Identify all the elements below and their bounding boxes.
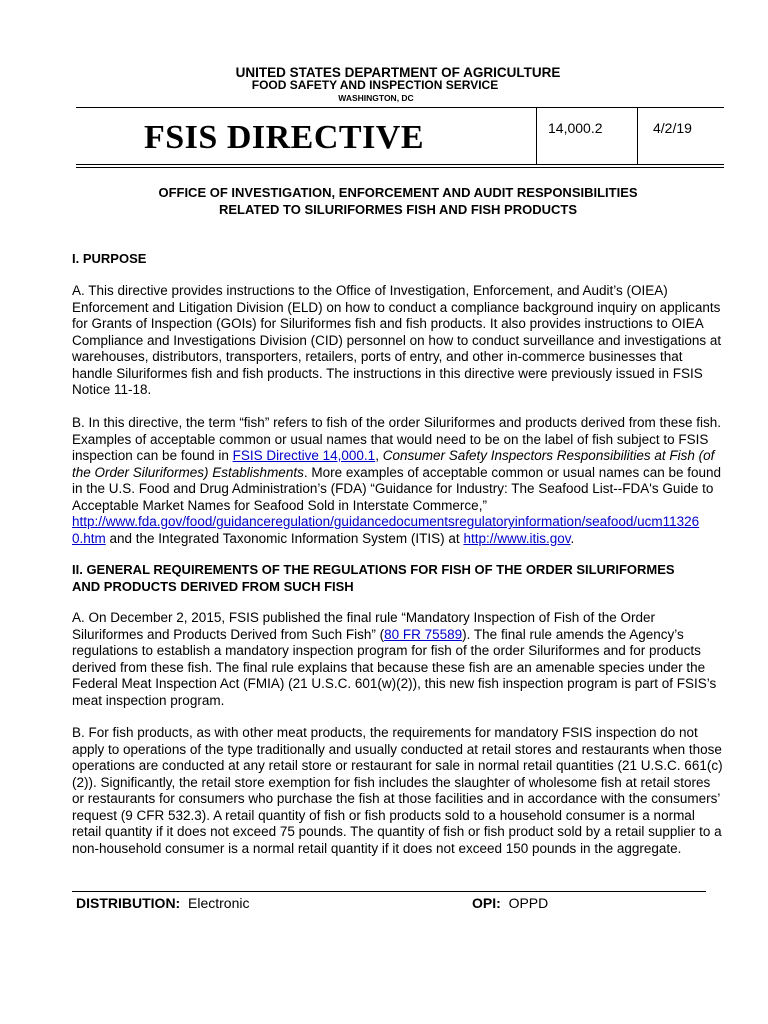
text-run: and the Integrated Taxonomic Information System (ITIS) at <box>105 530 464 546</box>
text-run: A. On December 2, 2015, FSIS published the final rule “Mandatory Inspection of Fish of the Order Siluriformes and Products Derived from Such Fish” ( <box>72 610 656 642</box>
opi-value: OPPD <box>508 895 549 911</box>
subject-line-1: OFFICE OF INVESTIGATION, ENFORCEMENT AND AUDIT RESPONSIBILITIES <box>158 185 638 200</box>
paragraph-1a: A. This directive provides instructions to the Office of Investigation, Enforcement, and Audit’s (OIEA) Enforcement and Litigation Division (ELD) on how to conduct a compliance background inquiry on applicants for Grants of Inspection (GOIs) for Siluriformes fish and fish products. It also provides instructions to OIEA Compliance and Investigations Division (CID) personnel on how to conduct surveillance and investigations at warehouses, distributors, transporters, retailers, ports of entry, and other in-commerce businesses that handle Siluriformes fish and fish products. The instructions in this directive were previously issued in FSIS Notice 11-18. <box>72 283 722 397</box>
title-bottom-rule <box>76 167 724 168</box>
opi <box>472 895 548 911</box>
text-run: , <box>375 448 383 463</box>
text-run: . More examples of acceptable common or usual names can be found in the U.S. Food and Drug Administration’s (FDA) “Guidance for Industry: The Seafood List--FDA's Guide to Acceptable Market Names for Seafood Sold in Interstate Commerce,” <box>72 464 722 513</box>
section-heading-purpose: I. PURPOSE <box>72 251 147 266</box>
location: WASHINGTON, DC <box>338 93 414 103</box>
link-fsis-directive[interactable]: FSIS Directive 14,000.1 <box>232 448 376 463</box>
paragraph-2b: B. For fish products, as with other meat products, the requirements for mandatory FSIS inspection do not apply to operations of the type traditionally and usually conducted at retail stores and restaurants when those operations are conducted at any retail store or restaurant for sale in normal retail quantities (21 U.S.C. 661(c)(2)). Significantly, the retail store exemption for fish includes the slaughter of wholesome fish at retail stores or restaurants for consumers who purchase the fish at those facilities and in accordance with the consumers’ request (9 CFR 532.3). A retail quantity of fish or fish products sold to a household consumer is a normal retail quantity if it does not exceed 75 pounds. The quantity of fish or fish product sold by a retail supplier to a non-household consumer is a normal retail quantity if it does not exceed 150 pounds in the aggregate. <box>72 725 723 856</box>
text-run: ). The final rule amends the Agency’s regulations to establish a mandatory inspection program for fish of the order Siluriformes and for products derived from these fish. The final rule explains that because these fish are an amenable species under the Federal Meat Inspection Act (FMIA) (21 U.S.C. 601(w)(2)), this new fish inspection program is part of FSIS’s meat inspection program. <box>72 626 717 708</box>
paragraph-1b <box>72 415 724 547</box>
directive-date: 4/2/19 <box>653 120 692 136</box>
agency-name: UNITED STATES DEPARTMENT OF AGRICULTURE <box>235 65 561 80</box>
directive-subject <box>0 184 768 218</box>
title-block <box>76 107 724 165</box>
distribution <box>76 895 249 911</box>
heading-line-1: II. GENERAL REQUIREMENTS OF THE REGULATIONS FOR FISH OF THE ORDER SILURIFORMES <box>72 562 675 577</box>
italic-title: Consumer Safety Inspectors Responsibilities at Fish (of the Order Siluriformes) Establishments <box>72 448 715 480</box>
link-federal-register[interactable]: 80 FR 75589 <box>384 626 463 642</box>
title-divider <box>536 107 537 165</box>
link-itis[interactable]: http://www.itis.gov <box>463 530 571 546</box>
link-fda-guidance[interactable]: http://www.fda.gov/food/guidanceregulation/guidancedocumentsregulatoryinformation/seafood/ucm11326 <box>72 514 700 529</box>
distribution-label: DISTRIBUTION: <box>76 895 181 911</box>
heading-line-2: AND PRODUCTS DERIVED FROM SUCH FISH <box>72 579 354 594</box>
text-run: B. In this directive, the term “fish” refers to fish of the order Siluriformes and products derived from these fish. Examples of acceptable common or usual names that would need to be on the label of fish subject to FSIS inspection can be found in <box>72 415 722 463</box>
footer-rule <box>72 891 706 892</box>
title-bottom-rule <box>76 164 724 165</box>
directive-title: FSIS DIRECTIVE <box>144 119 425 156</box>
distribution-value: Electronic <box>188 895 250 911</box>
title-divider <box>637 107 638 165</box>
subject-line-2: RELATED TO SILURIFORMES FISH AND FISH PRODUCTS <box>219 202 577 217</box>
text-run: . <box>570 530 575 546</box>
paragraph-2a <box>72 610 724 709</box>
service-name: FOOD SAFETY AND INSPECTION SERVICE <box>251 78 499 92</box>
section-heading-general-requirements <box>72 561 724 595</box>
opi-label: OPI: <box>472 895 501 911</box>
directive-number: 14,000.2 <box>548 120 603 136</box>
link-fda-guidance-cont[interactable]: 0.htm <box>72 530 106 546</box>
